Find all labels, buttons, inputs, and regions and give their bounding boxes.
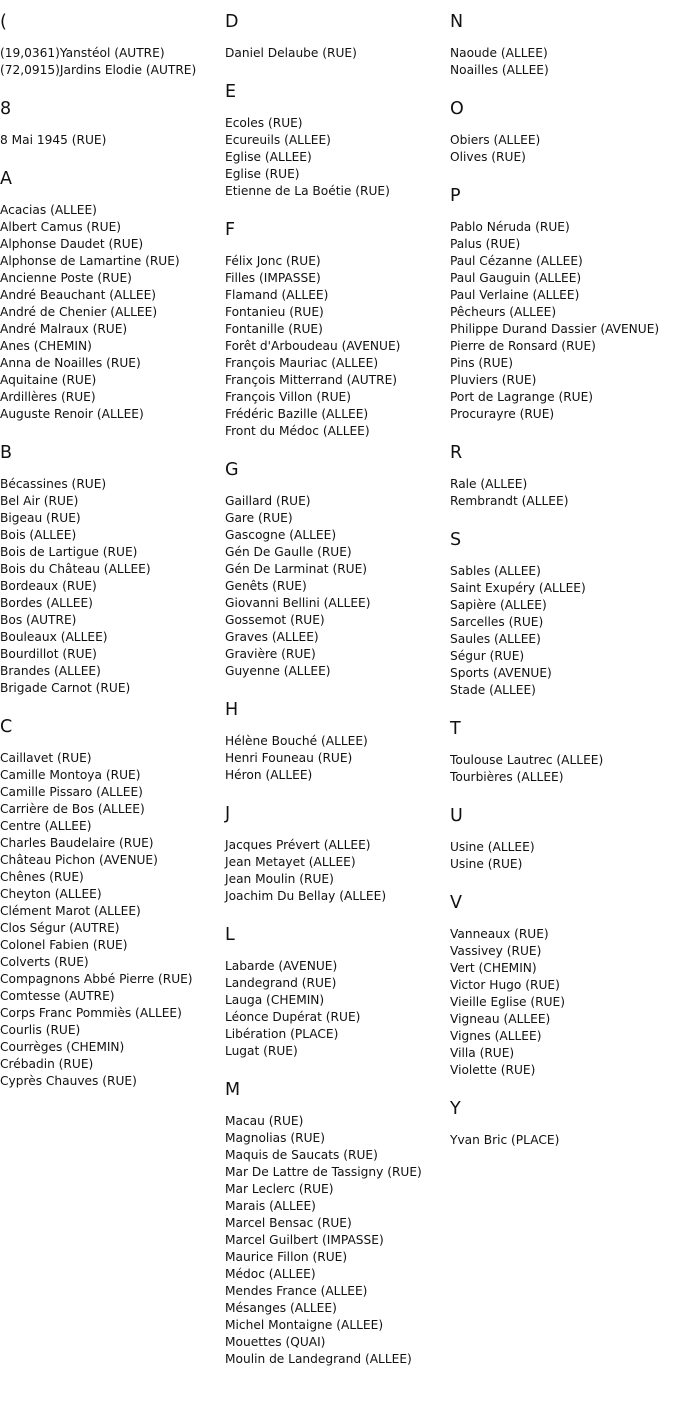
street-link[interactable]: (72,0915)Jardins Elodie (AUTRE)	[0, 63, 197, 77]
street-link[interactable]: Paul Verlaine (ALLEE)	[450, 288, 580, 302]
street-link[interactable]: Cyprès Chauves (RUE)	[0, 1074, 137, 1088]
street-link[interactable]: Centre (ALLEE)	[0, 819, 92, 833]
letter-heading: R	[450, 443, 463, 463]
street-link[interactable]: Palus (RUE)	[450, 237, 521, 251]
street-link[interactable]: Obiers (ALLEE)	[450, 133, 541, 147]
street-link[interactable]: Camille Pissaro (ALLEE)	[0, 785, 143, 799]
letter-heading: V	[450, 893, 462, 913]
street-list	[450, 219, 675, 423]
street-link[interactable]: Charles Baudelaire (RUE)	[0, 836, 154, 850]
street-link[interactable]: Marcel Bensac (RUE)	[225, 1216, 352, 1230]
street-list	[450, 476, 675, 510]
letter-section	[225, 1080, 450, 1368]
letter-section	[0, 169, 225, 423]
street-list	[450, 926, 675, 1079]
street-link[interactable]: Comtesse (AUTRE)	[0, 989, 115, 1003]
street-link[interactable]: Colonel Fabien (RUE)	[0, 938, 128, 952]
letter-heading: Y	[450, 1099, 461, 1119]
letter-section	[450, 1099, 675, 1149]
letter-section	[225, 460, 450, 680]
street-list	[0, 750, 225, 1090]
letter-heading: P	[450, 186, 461, 206]
street-link[interactable]: Procurayre (RUE)	[450, 407, 555, 421]
street-link[interactable]: François Villon (RUE)	[225, 390, 351, 404]
street-list	[225, 253, 450, 440]
street-link[interactable]: Saules (ALLEE)	[450, 632, 541, 646]
street-link[interactable]: Corps Franc Pommiès (ALLEE)	[0, 1006, 182, 1020]
letter-heading: L	[225, 925, 235, 945]
street-link[interactable]: Pierre de Ronsard (RUE)	[450, 339, 596, 353]
letter-heading: M	[225, 1080, 241, 1100]
street-link[interactable]: Courrèges (CHEMIN)	[0, 1040, 125, 1054]
street-link[interactable]: Brigade Carnot (RUE)	[0, 681, 131, 695]
street-link[interactable]: Giovanni Bellini (ALLEE)	[225, 596, 371, 610]
street-list	[450, 45, 675, 79]
street-link[interactable]: Mouettes (QUAI)	[225, 1335, 326, 1349]
street-link[interactable]: Gén De Gaulle (RUE)	[225, 545, 352, 559]
street-link[interactable]: Ecureuils (ALLEE)	[225, 133, 331, 147]
street-link[interactable]: Moulin de Landegrand (ALLEE)	[225, 1352, 412, 1366]
street-link[interactable]: Flamand (ALLEE)	[225, 288, 329, 302]
letter-section	[225, 82, 450, 200]
letter-section	[0, 12, 225, 79]
letter-section	[450, 443, 675, 510]
street-link[interactable]: Château Pichon (AVENUE)	[0, 853, 158, 867]
street-link[interactable]: Saint Exupéry (ALLEE)	[450, 581, 586, 595]
letter-heading: O	[450, 99, 464, 119]
street-link[interactable]: Rale (ALLEE)	[450, 477, 528, 491]
street-link[interactable]: Macau (RUE)	[225, 1114, 304, 1128]
street-link[interactable]: Bécassines (RUE)	[0, 477, 107, 491]
street-link[interactable]: Hélène Bouché (ALLEE)	[225, 734, 368, 748]
street-link[interactable]: Bordeaux (RUE)	[0, 579, 97, 593]
street-link[interactable]: Mésanges (ALLEE)	[225, 1301, 337, 1315]
street-link[interactable]: Sables (ALLEE)	[450, 564, 541, 578]
street-link[interactable]: Port de Lagrange (RUE)	[450, 390, 594, 404]
street-list	[225, 733, 450, 784]
street-list	[450, 563, 675, 699]
street-list	[225, 958, 450, 1060]
street-link[interactable]: Ardillères (RUE)	[0, 390, 96, 404]
street-link[interactable]: Mar Leclerc (RUE)	[225, 1182, 334, 1196]
street-list	[0, 476, 225, 697]
street-link[interactable]: Clément Marot (ALLEE)	[0, 904, 141, 918]
letter-heading: A	[0, 169, 12, 189]
street-list	[0, 132, 225, 149]
street-link[interactable]: Gaillard (RUE)	[225, 494, 311, 508]
index-column	[450, 0, 675, 1169]
street-link[interactable]: Tourbières (ALLEE)	[450, 770, 564, 784]
street-list	[225, 115, 450, 200]
street-list	[450, 132, 675, 166]
street-link[interactable]: Courlis (RUE)	[0, 1023, 81, 1037]
street-link[interactable]: Fontanieu (RUE)	[225, 305, 324, 319]
street-link[interactable]: Albert Camus (RUE)	[0, 220, 122, 234]
street-link[interactable]: Chênes (RUE)	[0, 870, 84, 884]
street-link[interactable]: Sapière (ALLEE)	[450, 598, 547, 612]
street-link[interactable]: Frédéric Bazille (ALLEE)	[225, 407, 369, 421]
street-link[interactable]: Noailles (ALLEE)	[450, 63, 549, 77]
street-link[interactable]: Lauga (CHEMIN)	[225, 993, 325, 1007]
street-link[interactable]: Vanneaux (RUE)	[450, 927, 549, 941]
street-link[interactable]: Lugat (RUE)	[225, 1044, 298, 1058]
street-link[interactable]: Vassivey (RUE)	[450, 944, 542, 958]
letter-section	[450, 186, 675, 423]
street-link[interactable]: Yvan Bric (PLACE)	[450, 1133, 560, 1147]
street-link[interactable]: Michel Montaigne (ALLEE)	[225, 1318, 384, 1332]
street-link[interactable]: Philippe Durand Dassier (AVENUE)	[450, 322, 660, 336]
street-link[interactable]: Aquitaine (RUE)	[0, 373, 97, 387]
street-link[interactable]: Caillavet (RUE)	[0, 751, 92, 765]
street-link[interactable]: Vigneau (ALLEE)	[450, 1012, 551, 1026]
street-link[interactable]: Landegrand (RUE)	[225, 976, 337, 990]
street-link[interactable]: Marcel Guilbert (IMPASSE)	[225, 1233, 384, 1247]
street-link[interactable]: Magnolias (RUE)	[225, 1131, 325, 1145]
letter-heading: 8	[0, 99, 12, 119]
street-link[interactable]: Labarde (AVENUE)	[225, 959, 338, 973]
letter-heading: F	[225, 220, 236, 240]
street-link[interactable]: Camille Montoya (RUE)	[0, 768, 141, 782]
letter-section	[450, 719, 675, 786]
street-link[interactable]: François Mitterrand (AUTRE)	[225, 373, 398, 387]
letter-section	[450, 893, 675, 1079]
street-link[interactable]: Etienne de La Boétie (RUE)	[225, 184, 390, 198]
street-link[interactable]: Graves (ALLEE)	[225, 630, 319, 644]
street-link[interactable]: Ecoles (RUE)	[225, 116, 303, 130]
letter-section	[450, 99, 675, 166]
street-link[interactable]: Anes (CHEMIN)	[0, 339, 92, 353]
street-link[interactable]: Pêcheurs (ALLEE)	[450, 305, 557, 319]
street-list	[225, 45, 450, 62]
street-link[interactable]: Carrière de Bos (ALLEE)	[0, 802, 145, 816]
street-link[interactable]: Maurice Fillon (RUE)	[225, 1250, 348, 1264]
street-list	[0, 202, 225, 423]
street-link[interactable]: Bouleaux (ALLEE)	[0, 630, 108, 644]
street-link[interactable]: François Mauriac (ALLEE)	[225, 356, 379, 370]
street-link[interactable]: Pablo Néruda (RUE)	[450, 220, 570, 234]
letter-section	[0, 443, 225, 697]
street-link[interactable]: Pluviers (RUE)	[450, 373, 537, 387]
street-link[interactable]: Genêts (RUE)	[225, 579, 307, 593]
letter-heading: C	[0, 717, 13, 737]
letter-section	[450, 12, 675, 79]
letter-section	[225, 12, 450, 62]
street-link[interactable]: Colverts (RUE)	[0, 955, 89, 969]
letter-heading: G	[225, 460, 239, 480]
street-link[interactable]: Usine (RUE)	[450, 857, 523, 871]
street-link[interactable]: Eglise (ALLEE)	[225, 150, 312, 164]
letter-section	[450, 530, 675, 699]
street-link[interactable]: Libération (PLACE)	[225, 1027, 339, 1041]
index-column	[0, 0, 225, 1110]
street-link[interactable]: Maquis de Saucats (RUE)	[225, 1148, 378, 1162]
street-link[interactable]: Gén De Larminat (RUE)	[225, 562, 368, 576]
street-link[interactable]: Crébadin (RUE)	[0, 1057, 94, 1071]
street-link[interactable]: Bourdillot (RUE)	[0, 647, 97, 661]
letter-heading: J	[225, 804, 231, 824]
street-link[interactable]: Marais (ALLEE)	[225, 1199, 316, 1213]
street-link[interactable]: Gare (RUE)	[225, 511, 293, 525]
street-link[interactable]: Rembrandt (ALLEE)	[450, 494, 569, 508]
street-link[interactable]: Filles (IMPASSE)	[225, 271, 321, 285]
street-link[interactable]: André Beauchant (ALLEE)	[0, 288, 157, 302]
street-link[interactable]: Léonce Dupérat (RUE)	[225, 1010, 361, 1024]
street-link[interactable]: Victor Hugo (RUE)	[450, 978, 560, 992]
street-link[interactable]: Joachim Du Bellay (ALLEE)	[225, 889, 387, 903]
letter-section	[450, 806, 675, 873]
street-link[interactable]: Clos Ségur (AUTRE)	[0, 921, 120, 935]
street-link[interactable]: Bordes (ALLEE)	[0, 596, 93, 610]
street-link[interactable]: Mar De Lattre de Tassigny (RUE)	[225, 1165, 422, 1179]
street-link[interactable]: Naoude (ALLEE)	[450, 46, 548, 60]
letter-heading: N	[450, 12, 464, 32]
street-link[interactable]: Guyenne (ALLEE)	[225, 664, 331, 678]
letter-heading: T	[450, 719, 461, 739]
street-link[interactable]: Cheyton (ALLEE)	[0, 887, 102, 901]
street-link[interactable]: Jacques Prévert (ALLEE)	[225, 838, 371, 852]
street-link[interactable]: Sports (AVENUE)	[450, 666, 552, 680]
street-link[interactable]: Forêt d'Arboudeau (AVENUE)	[225, 339, 401, 353]
street-link[interactable]: Anna de Noailles (RUE)	[0, 356, 141, 370]
street-link[interactable]: Acacias (ALLEE)	[0, 203, 97, 217]
street-link[interactable]: Gossemot (RUE)	[225, 613, 325, 627]
letter-heading: S	[450, 530, 462, 550]
letter-section	[225, 700, 450, 784]
street-link[interactable]: Jean Moulin (RUE)	[225, 872, 334, 886]
street-link[interactable]: Daniel Delaube (RUE)	[225, 46, 357, 60]
street-link[interactable]: Violette (RUE)	[450, 1063, 536, 1077]
street-link[interactable]: 8 Mai 1945 (RUE)	[0, 133, 107, 147]
street-link[interactable]: Gascogne (ALLEE)	[225, 528, 337, 542]
letter-heading: (	[0, 12, 7, 32]
street-link[interactable]: Jean Metayet (ALLEE)	[225, 855, 356, 869]
letter-section	[0, 717, 225, 1090]
street-link[interactable]: Bel Air (RUE)	[0, 494, 79, 508]
street-link[interactable]: Auguste Renoir (ALLEE)	[0, 407, 144, 421]
street-link[interactable]: Bois (ALLEE)	[0, 528, 77, 542]
street-link[interactable]: Brandes (ALLEE)	[0, 664, 101, 678]
street-list	[225, 493, 450, 680]
letter-heading: B	[0, 443, 13, 463]
street-link[interactable]: Paul Gauguin (ALLEE)	[450, 271, 582, 285]
street-list	[225, 837, 450, 905]
letter-section	[225, 804, 450, 905]
street-link[interactable]: Ancienne Poste (RUE)	[0, 271, 132, 285]
letter-section	[225, 925, 450, 1060]
street-link[interactable]: Mendes France (ALLEE)	[225, 1284, 368, 1298]
street-link[interactable]: Vieille Eglise (RUE)	[450, 995, 566, 1009]
letter-heading: E	[225, 82, 237, 102]
street-list	[0, 45, 225, 79]
street-link[interactable]: Héron (ALLEE)	[225, 768, 313, 782]
street-list	[450, 1132, 675, 1149]
street-link[interactable]: Stade (ALLEE)	[450, 683, 536, 697]
street-link[interactable]: (19,0361)Yanstéol (AUTRE)	[0, 46, 165, 60]
street-link[interactable]: Fontanille (RUE)	[225, 322, 323, 336]
street-link[interactable]: Gravière (RUE)	[225, 647, 316, 661]
street-link[interactable]: Vignes (ALLEE)	[450, 1029, 542, 1043]
street-link[interactable]: Villa (RUE)	[450, 1046, 515, 1060]
street-link[interactable]: Toulouse Lautrec (ALLEE)	[450, 753, 604, 767]
street-link[interactable]: Bos (AUTRE)	[0, 613, 77, 627]
street-link[interactable]: Vert (CHEMIN)	[450, 961, 537, 975]
street-list	[450, 839, 675, 873]
street-link[interactable]: Sarcelles (RUE)	[450, 615, 544, 629]
street-link[interactable]: Bois de Lartigue (RUE)	[0, 545, 138, 559]
street-link[interactable]: André de Chenier (ALLEE)	[0, 305, 158, 319]
street-link[interactable]: Paul Cézanne (ALLEE)	[450, 254, 583, 268]
street-link[interactable]: Pins (RUE)	[450, 356, 514, 370]
street-link[interactable]: Olives (RUE)	[450, 150, 526, 164]
street-list	[225, 1113, 450, 1368]
street-link[interactable]: Alphonse Daudet (RUE)	[0, 237, 144, 251]
street-link[interactable]: Usine (ALLEE)	[450, 840, 535, 854]
letter-heading: D	[225, 12, 239, 32]
street-list	[450, 752, 675, 786]
letter-section	[225, 220, 450, 440]
street-link[interactable]: Bois du Château (ALLEE)	[0, 562, 151, 576]
letter-section	[0, 99, 225, 149]
street-link[interactable]: Front du Médoc (ALLEE)	[225, 424, 370, 438]
street-link[interactable]: Félix Jonc (RUE)	[225, 254, 321, 268]
street-link[interactable]: Eglise (RUE)	[225, 167, 300, 181]
street-link[interactable]: Henri Founeau (RUE)	[225, 751, 353, 765]
index-column	[225, 0, 450, 1388]
street-link[interactable]: Compagnons Abbé Pierre (RUE)	[0, 972, 193, 986]
street-link[interactable]: Bigeau (RUE)	[0, 511, 81, 525]
street-link[interactable]: Ségur (RUE)	[450, 649, 525, 663]
letter-heading: U	[450, 806, 463, 826]
street-link[interactable]: André Malraux (RUE)	[0, 322, 128, 336]
street-link[interactable]: Alphonse de Lamartine (RUE)	[0, 254, 180, 268]
street-link[interactable]: Médoc (ALLEE)	[225, 1267, 316, 1281]
letter-heading: H	[225, 700, 239, 720]
